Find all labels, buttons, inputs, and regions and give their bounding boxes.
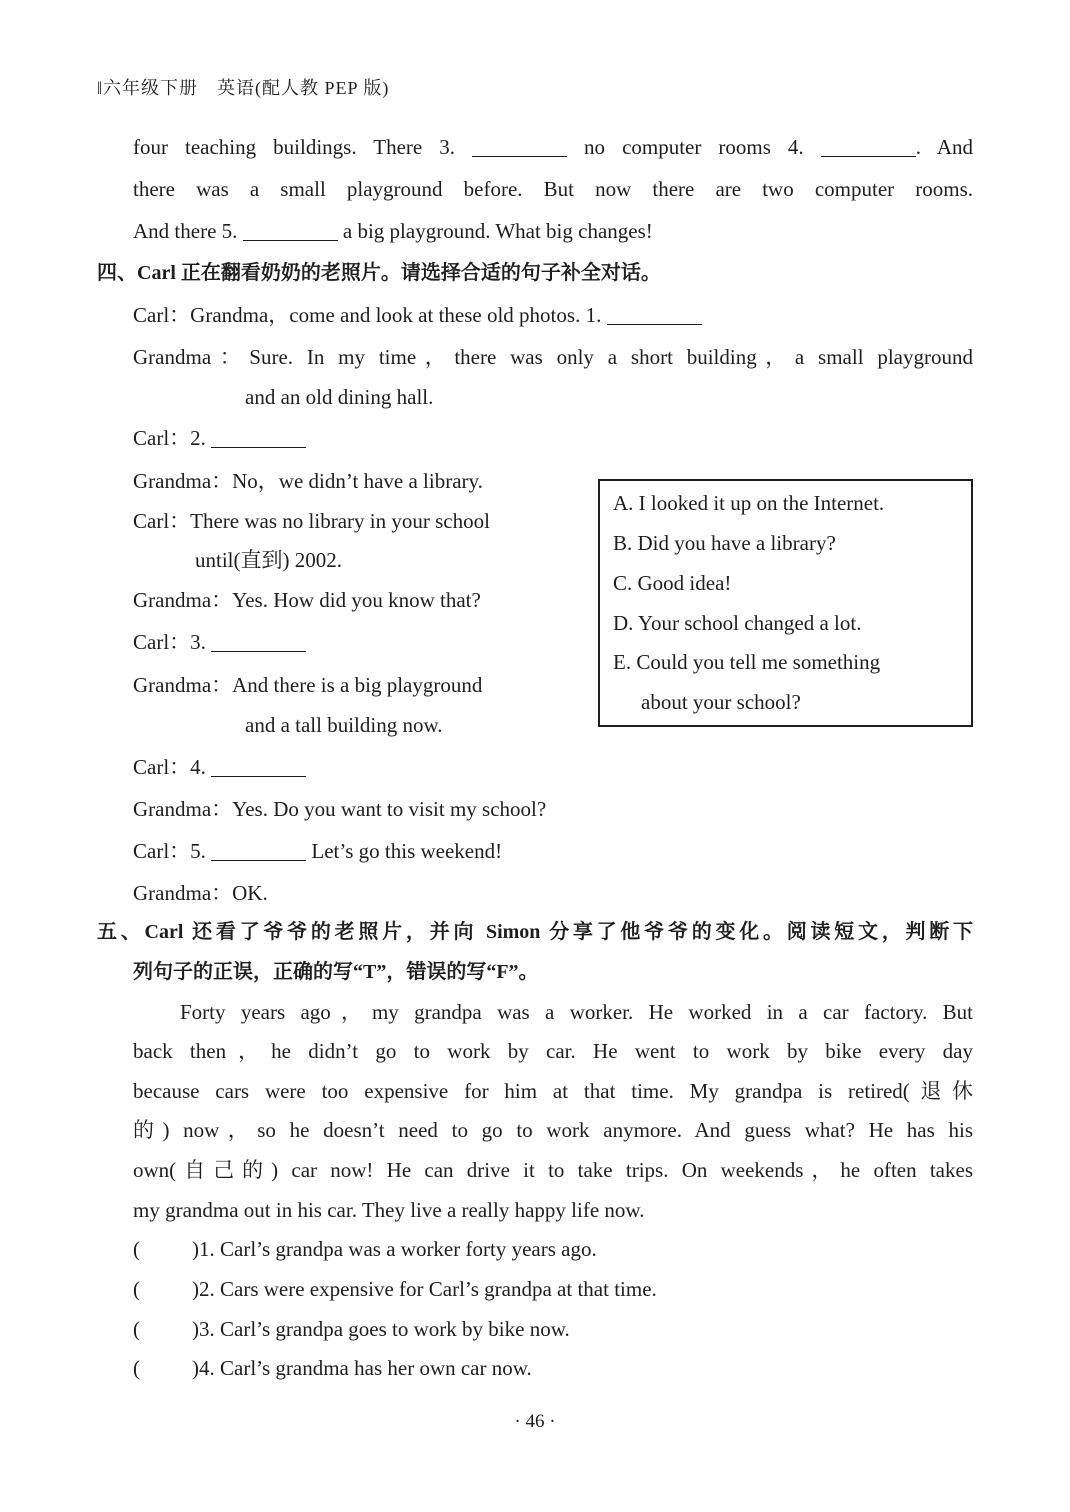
dialogue-text: Yes. How did you know that?	[232, 588, 481, 612]
dialogue-line	[133, 753, 306, 781]
answer-blank	[821, 156, 916, 157]
question-number: 3.	[199, 1317, 215, 1341]
option-c: C. Good idea!	[613, 571, 732, 595]
passage-line: 的) now，so he doesn’t need to go to work anymore. And guess what? He has his	[133, 1118, 973, 1142]
judge-question	[133, 1275, 657, 1303]
dialogue-line	[133, 467, 483, 495]
judge-question	[133, 1354, 532, 1382]
dialogue-text: Grandma，come and look at these old photos. 1.	[190, 303, 602, 327]
question-number: 4.	[199, 1356, 215, 1380]
passage-line	[133, 133, 973, 161]
answer-blank	[243, 240, 338, 241]
option-a: A. I looked it up on the Internet.	[613, 491, 885, 515]
question-text: Carl’s grandma has her own car now.	[220, 1356, 532, 1380]
dialogue-text: 2.	[190, 426, 206, 450]
speaker-label: Carl：	[133, 839, 191, 863]
passage-line: because cars were too expensive for him at that time. My grandpa is retired(退休	[133, 1079, 973, 1103]
passage-line: there was a small playground before. But now there are two computer rooms.	[133, 177, 973, 201]
speaker-label: Grandma：	[133, 469, 233, 493]
section-4-title: 四、Carl 正在翻看奶奶的老照片。请选择合适的句子补全对话。	[97, 262, 661, 284]
dialogue-line: and an old dining hall.	[245, 385, 434, 409]
answer-blank	[472, 156, 567, 157]
option-e-continued: about your school?	[641, 690, 801, 714]
page-number: · 46 ·	[514, 1411, 556, 1432]
paren-close: )	[192, 1277, 199, 1301]
paren-open: (	[133, 1356, 140, 1380]
speaker-label: Carl：	[133, 426, 191, 450]
question-text: Cars were expensive for Carl’s grandpa at that time.	[220, 1277, 657, 1301]
dialogue-line	[133, 837, 502, 865]
speaker-label: Carl：	[133, 509, 191, 533]
passage-line: my grandma out in his car. They live a really happy life now.	[133, 1198, 645, 1222]
paren-open: (	[133, 1317, 140, 1341]
dialogue-text: There was no library in your school	[190, 509, 490, 533]
dialogue-line	[133, 671, 482, 699]
speaker-label: Grandma：	[133, 345, 250, 369]
speaker-label: Grandma：	[133, 673, 233, 697]
paren-open: (	[133, 1237, 140, 1261]
dialogue-text: No，we didn’t have a library.	[232, 469, 483, 493]
dialogue-line	[133, 343, 973, 371]
answer-blank	[211, 776, 306, 777]
answer-blank	[607, 324, 702, 325]
dialogue-line: until(直到) 2002.	[195, 548, 342, 572]
question-text: Carl’s grandpa goes to work by bike now.	[220, 1317, 570, 1341]
judge-question	[133, 1235, 597, 1263]
answer-blank	[211, 651, 306, 652]
dialogue-line	[133, 795, 546, 823]
section-5-title-continued: 列句子的正误，正确的写“T”，错误的写“F”。	[133, 961, 539, 983]
dialogue-line	[133, 628, 306, 656]
speaker-label: Grandma：	[133, 797, 233, 821]
option-d: D. Your school changed a lot.	[613, 611, 862, 635]
passage-text: four teaching buildings. There 3.	[133, 135, 455, 159]
passage-line: Forty years ago，my grandpa was a worker. He worked in a car factory. But	[180, 1000, 973, 1024]
question-number: 1.	[199, 1237, 215, 1261]
passage-text: a big playground. What big changes!	[342, 219, 653, 243]
speaker-label: Grandma：	[133, 881, 233, 905]
dialogue-line	[133, 424, 306, 452]
judge-question	[133, 1315, 570, 1343]
dialogue-text: Let’s go this weekend!	[311, 839, 503, 863]
page-header: ‖六年级下册 英语(配人教 PEP 版)	[97, 78, 390, 98]
paren-close: )	[192, 1356, 199, 1380]
speaker-label: Grandma：	[133, 588, 233, 612]
passage-text: . And	[915, 135, 973, 159]
dialogue-text: 3.	[190, 630, 206, 654]
dialogue-text: And there is a big playground	[232, 673, 483, 697]
question-text: Carl’s grandpa was a worker forty years ago.	[220, 1237, 597, 1261]
dialogue-line	[133, 879, 268, 907]
dialogue-text: Sure. In my time，there was only a short building，a small playground	[249, 345, 973, 369]
dialogue-text: 5.	[190, 839, 206, 863]
option-b: B. Did you have a library?	[613, 531, 836, 555]
dialogue-text: OK.	[232, 881, 268, 905]
passage-line: back then，he didn’t go to work by car. He went to work by bike every day	[133, 1039, 973, 1063]
passage-line: own(自己的) car now! He can drive it to take trips. On weekends，he often takes	[133, 1158, 973, 1182]
options-box	[598, 479, 973, 727]
speaker-label: Carl：	[133, 755, 191, 779]
paren-close: )	[192, 1317, 199, 1341]
paren-open: (	[133, 1277, 140, 1301]
dialogue-text: Yes. Do you want to visit my school?	[232, 797, 547, 821]
section-5-title: 五、Carl 还看了爷爷的老照片，并向 Simon 分享了他爷爷的变化。阅读短文，判断下	[97, 921, 973, 943]
dialogue-line	[133, 301, 702, 329]
speaker-label: Carl：	[133, 303, 191, 327]
dialogue-text: 4.	[190, 755, 206, 779]
passage-line	[133, 217, 653, 245]
dialogue-line	[133, 507, 490, 535]
speaker-label: Carl：	[133, 630, 191, 654]
answer-blank	[211, 447, 306, 448]
option-e: E. Could you tell me something	[613, 650, 881, 674]
question-number: 2.	[199, 1277, 215, 1301]
dialogue-line	[133, 586, 481, 614]
answer-blank	[211, 860, 306, 861]
dialogue-line: and a tall building now.	[245, 713, 443, 737]
passage-text: And there 5.	[133, 219, 238, 243]
passage-text: no computer rooms 4.	[584, 135, 804, 159]
paren-close: )	[192, 1237, 199, 1261]
